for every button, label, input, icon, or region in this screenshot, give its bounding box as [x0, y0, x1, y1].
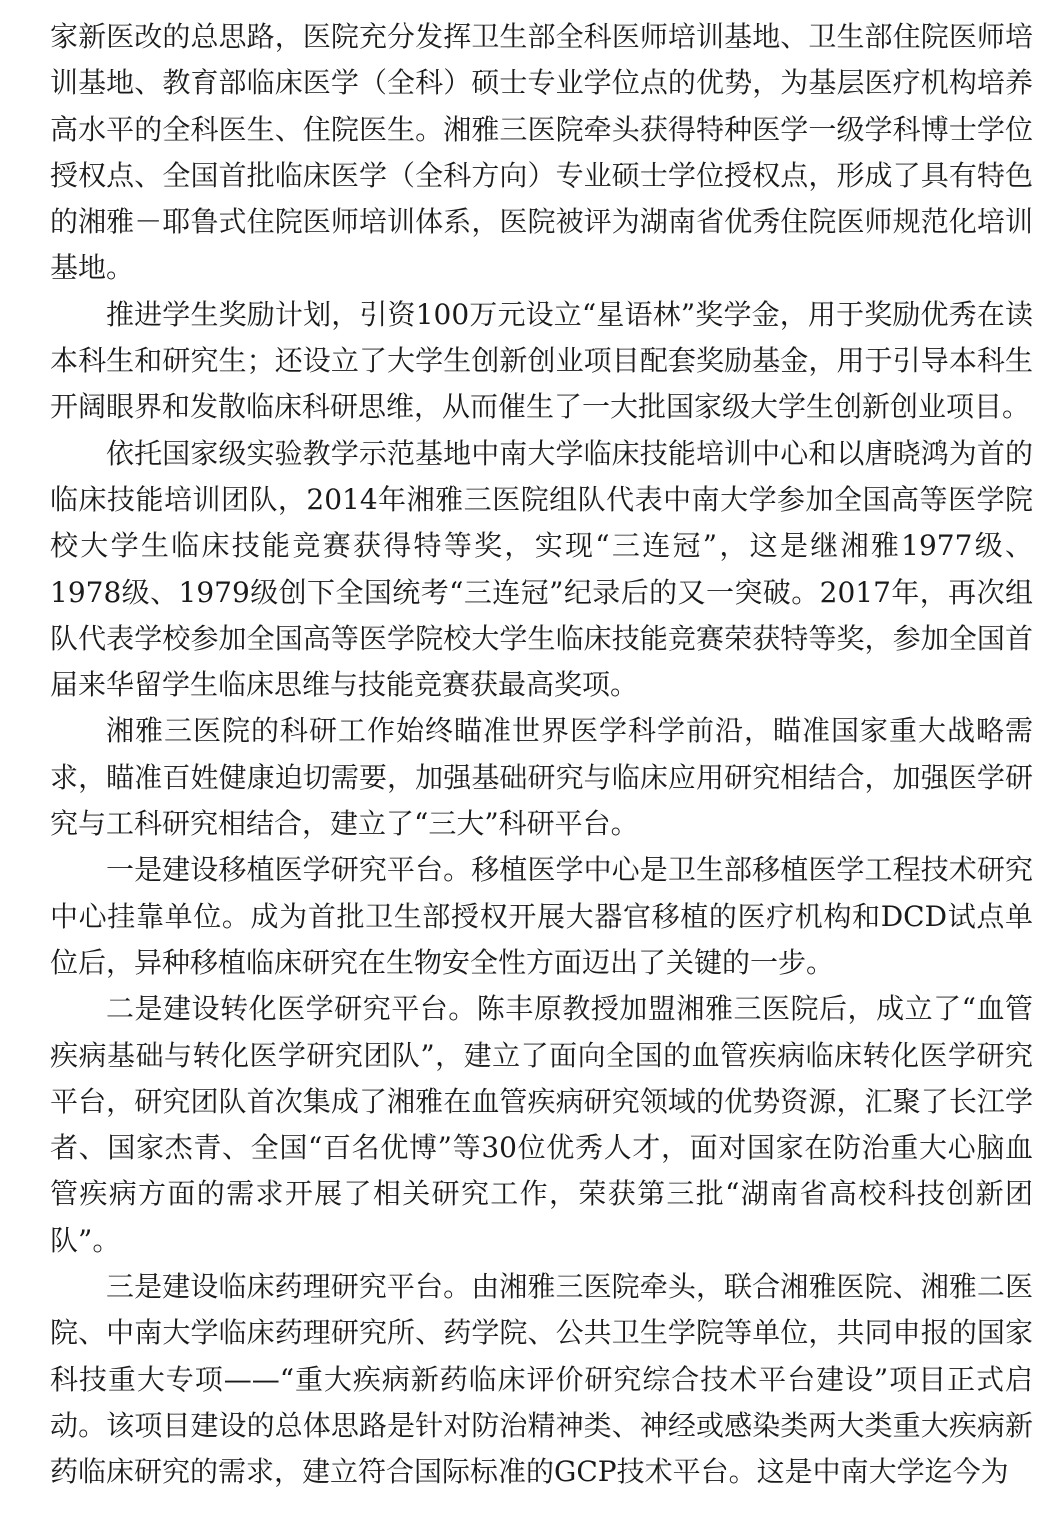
- paragraph-research-platforms: 湘雅三医院的科研工作始终瞄准世界医学科学前沿，瞄准国家重大战略需求，瞄准百姓健康迫切需要，加强基础研究与临床应用研究相结合，加强医学研究与工科研究相结合，建立了“三大”科研平台。: [50, 714, 1033, 841]
- paragraph-translational-platform: 二是建设转化医学研究平台。陈丰原教授加盟湘雅三医院后，成立了“血管疾病基础与转化医学研究团队”，建立了面向全国的血管疾病临床转化医学研究平台，研究团队首次集成了湘雅在血管疾病研究领域的优势资源，汇聚了长江学者、国家杰青、全国“百名优博”等30位优秀人才，面对国家在防治重大心脑血管疾病方面的需求开展了相关研究工作，荣获第三批“湖南省高校科技创新团队”。: [50, 992, 1033, 1257]
- paragraph-pharmacology-platform: 三是建设临床药理研究平台。由湘雅三医院牵头，联合湘雅医院、湘雅二医院、中南大学临床药理研究所、药学院、公共卫生学院等单位，共同申报的国家科技重大专项——“重大疾病新药临床评价研究综合技术平台建设”项目正式启动。该项目建设的总体思路是针对防治精神类、神经或感染类两大类重大疾病新药临床研究的需求，建立符合国际标准的GCP技术平台。这是中南大学迄今为: [50, 1270, 1033, 1489]
- paragraph-student-awards: 推进学生奖励计划，引资100万元设立“星语林”奖学金，用于奖励优秀在读本科生和研究生；还设立了大学生创新创业项目配套奖励基金，用于引导本科生开阔眼界和发散临床科研思维，从而催生了一大批国家级大学生创新创业项目。: [50, 297, 1033, 424]
- paragraph-clinical-skills: 依托国家级实验教学示范基地中南大学临床技能培训中心和以唐晓鸿为首的临床技能培训团队，2014年湘雅三医院组队代表中南大学参加全国高等医学院校大学生临床技能竞赛获得特等奖，实现“三连冠”，这是继湘雅1977级、1978级、1979级创下全国统考“三连冠”纪录后的又一突破。2017年，再次组队代表学校参加全国高等医学院校大学生临床技能竞赛荣获特等奖，参加全国首届来华留学生临床思维与技能竞赛获最高奖项。: [50, 436, 1033, 702]
- paragraph-transplant-platform: 一是建设移植医学研究平台。移植医学中心是卫生部移植医学工程技术研究中心挂靠单位。成为首批卫生部授权开展大器官移植的医疗机构和DCD试点单位后，异种移植临床研究在生物安全性方面迈出了关键的一步。: [50, 853, 1033, 979]
- paragraph-continued: 家新医改的总思路，医院充分发挥卫生部全科医师培训基地、卫生部住院医师培训基地、教育部临床医学（全科）硕士专业学位点的优势，为基层医疗机构培养高水平的全科医生、住院医生。湘雅三医院牵头获得特种医学一级学科博士学位授权点、全国首批临床医学（全科方向）专业硕士学位授权点，形成了具有特色的湘雅－耶鲁式住院医师培训体系，医院被评为湖南省优秀住院医师规范化培训基地。: [50, 20, 1033, 285]
